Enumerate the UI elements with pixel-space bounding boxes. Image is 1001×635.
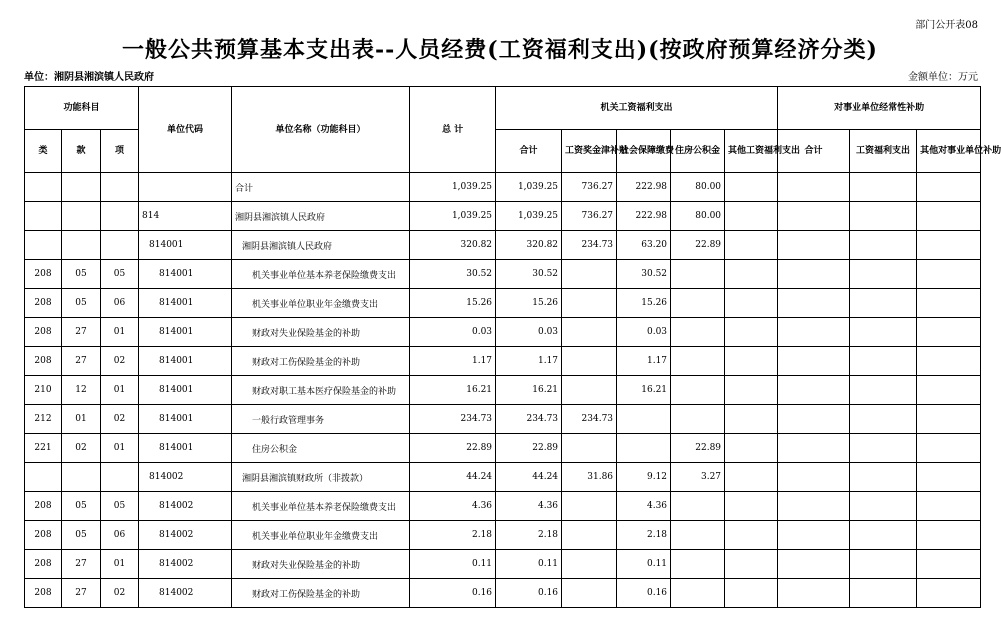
cell-total: 4.36: [410, 492, 496, 521]
cell-jg-total: 15.26: [496, 289, 562, 318]
cell-sy-total: [778, 521, 850, 550]
cell-sy-other: [917, 347, 981, 376]
cell-jg-housing: [671, 376, 725, 405]
cell-code: 814002: [139, 550, 232, 579]
cell-lei: 212: [25, 405, 62, 434]
cell-jg-social: 15.26: [617, 289, 671, 318]
cell-jg-bonus: [562, 376, 617, 405]
cell-jg-social: 1.17: [617, 347, 671, 376]
cell-kuan: 05: [62, 289, 101, 318]
table-row: [25, 492, 981, 521]
cell-code: 814001: [139, 318, 232, 347]
cell-name: 住房公积金: [232, 434, 410, 463]
cell-jg-other: [725, 202, 778, 231]
cell-total: 30.52: [410, 260, 496, 289]
cell-jg-total: 16.21: [496, 376, 562, 405]
cell-jg-social: 2.18: [617, 521, 671, 550]
cell-xiang: 01: [101, 376, 139, 405]
cell-total: 22.89: [410, 434, 496, 463]
cell-jg-bonus: 736.27: [562, 173, 617, 202]
cell-xiang: 05: [101, 492, 139, 521]
cell-jg-bonus: [562, 318, 617, 347]
cell-kuan: 05: [62, 521, 101, 550]
cell-name: 湘阴县湘滨镇人民政府: [232, 231, 410, 260]
cell-jg-bonus: [562, 347, 617, 376]
cell-sy-total: [778, 550, 850, 579]
cell-sy-total: [778, 463, 850, 492]
table-row: [25, 231, 981, 260]
page-title: 一般公共预算基本支出表--人员经费(工资福利支出)(按政府预算经济分类): [122, 37, 878, 63]
cell-xiang: 01: [101, 550, 139, 579]
cell-jg-housing: 3.27: [671, 463, 725, 492]
cell-sy-wage: [850, 289, 917, 318]
header-shiye-group: 对事业单位经常性补助: [778, 87, 981, 130]
cell-jg-other: [725, 492, 778, 521]
cell-jg-housing: [671, 521, 725, 550]
cell-jg-housing: [671, 318, 725, 347]
cell-jg-other: [725, 231, 778, 260]
cell-name: 财政对工伤保险基金的补助: [232, 347, 410, 376]
table-row: [25, 434, 981, 463]
cell-jg-total: 1,039.25: [496, 173, 562, 202]
cell-sy-total: [778, 492, 850, 521]
cell-code: 814001: [139, 347, 232, 376]
cell-name: 财政对职工基本医疗保险基金的补助: [232, 376, 410, 405]
cell-sy-wage: [850, 579, 917, 608]
header-jg-other: 其他工资福利支出: [725, 130, 778, 173]
cell-total: 16.21: [410, 376, 496, 405]
cell-xiang: [101, 173, 139, 202]
cell-jg-total: 44.24: [496, 463, 562, 492]
cell-name: 机关事业单位职业年金缴费支出: [232, 521, 410, 550]
cell-name: 湘阴县湘滨镇人民政府: [232, 202, 410, 231]
cell-sy-wage: [850, 463, 917, 492]
cell-code: 814002: [139, 521, 232, 550]
cell-sy-total: [778, 434, 850, 463]
cell-lei: 208: [25, 550, 62, 579]
header-jg-housing: 住房公积金: [671, 130, 725, 173]
cell-code: 814001: [139, 231, 232, 260]
cell-sy-total: [778, 202, 850, 231]
cell-code: 814002: [139, 463, 232, 492]
header-jg-total: 合计: [496, 130, 562, 173]
cell-xiang: 02: [101, 347, 139, 376]
cell-jg-total: 0.03: [496, 318, 562, 347]
cell-name: 机关事业单位基本养老保险缴费支出: [232, 492, 410, 521]
cell-code: 814001: [139, 260, 232, 289]
cell-xiang: [101, 231, 139, 260]
cell-sy-wage: [850, 347, 917, 376]
cell-lei: 208: [25, 579, 62, 608]
cell-total: 44.24: [410, 463, 496, 492]
table-row: [25, 260, 981, 289]
cell-name: 机关事业单位基本养老保险缴费支出: [232, 260, 410, 289]
cell-sy-total: [778, 376, 850, 405]
cell-jg-social: 0.11: [617, 550, 671, 579]
cell-jg-other: [725, 173, 778, 202]
header-unit-code: 单位代码: [139, 87, 232, 173]
cell-xiang: [101, 202, 139, 231]
cell-sy-other: [917, 579, 981, 608]
cell-sy-other: [917, 550, 981, 579]
table-row: [25, 463, 981, 492]
cell-xiang: 05: [101, 260, 139, 289]
cell-jg-social: 63.20: [617, 231, 671, 260]
cell-jg-bonus: 234.73: [562, 231, 617, 260]
cell-kuan: [62, 202, 101, 231]
cell-code: 814002: [139, 579, 232, 608]
cell-sy-wage: [850, 260, 917, 289]
cell-jg-bonus: [562, 260, 617, 289]
cell-xiang: [101, 463, 139, 492]
cell-jg-social: 0.16: [617, 579, 671, 608]
cell-name: 合计: [232, 173, 410, 202]
cell-sy-wage: [850, 434, 917, 463]
cell-name: 财政对失业保险基金的补助: [232, 318, 410, 347]
cell-sy-other: [917, 289, 981, 318]
cell-jg-bonus: [562, 579, 617, 608]
cell-total: 320.82: [410, 231, 496, 260]
cell-code: 814002: [139, 492, 232, 521]
cell-sy-total: [778, 579, 850, 608]
cell-kuan: [62, 173, 101, 202]
cell-xiang: 02: [101, 579, 139, 608]
cell-sy-other: [917, 434, 981, 463]
cell-jg-housing: 22.89: [671, 231, 725, 260]
cell-jg-other: [725, 434, 778, 463]
cell-jg-social: [617, 434, 671, 463]
cell-lei: 208: [25, 318, 62, 347]
header-kuan: 款: [62, 130, 101, 173]
table-row: [25, 318, 981, 347]
cell-jg-social: 30.52: [617, 260, 671, 289]
cell-xiang: 06: [101, 521, 139, 550]
cell-xiang: 02: [101, 405, 139, 434]
cell-kuan: [62, 463, 101, 492]
cell-lei: 208: [25, 347, 62, 376]
cell-jg-social: 9.12: [617, 463, 671, 492]
cell-jg-other: [725, 550, 778, 579]
cell-sy-other: [917, 405, 981, 434]
cell-jg-bonus: [562, 492, 617, 521]
cell-sy-wage: [850, 550, 917, 579]
table-row: [25, 521, 981, 550]
cell-jg-housing: [671, 289, 725, 318]
cell-sy-total: [778, 289, 850, 318]
cell-lei: 208: [25, 289, 62, 318]
header-unit-name: 单位名称（功能科目）: [232, 87, 410, 173]
cell-jg-social: 4.36: [617, 492, 671, 521]
cell-jg-social: 222.98: [617, 202, 671, 231]
cell-sy-wage: [850, 231, 917, 260]
cell-jg-other: [725, 289, 778, 318]
cell-code: 814001: [139, 289, 232, 318]
cell-xiang: 01: [101, 434, 139, 463]
cell-name: 财政对失业保险基金的补助: [232, 550, 410, 579]
cell-sy-wage: [850, 173, 917, 202]
cell-jg-bonus: 736.27: [562, 202, 617, 231]
cell-jg-social: 0.03: [617, 318, 671, 347]
cell-jg-social: 16.21: [617, 376, 671, 405]
cell-sy-wage: [850, 521, 917, 550]
cell-lei: [25, 202, 62, 231]
cell-jg-bonus: [562, 521, 617, 550]
header-lei: 类: [25, 130, 62, 173]
cell-sy-other: [917, 260, 981, 289]
budget-table: [24, 86, 1001, 608]
cell-jg-other: [725, 376, 778, 405]
money-unit-label: 金额单位：万元: [908, 72, 978, 83]
cell-lei: [25, 463, 62, 492]
cell-jg-other: [725, 347, 778, 376]
table-row: [25, 579, 981, 608]
cell-kuan: 27: [62, 579, 101, 608]
cell-code: [139, 173, 232, 202]
cell-kuan: 05: [62, 260, 101, 289]
cell-jg-total: 2.18: [496, 521, 562, 550]
cell-jg-bonus: [562, 550, 617, 579]
cell-lei: 208: [25, 521, 62, 550]
cell-name: 机关事业单位职业年金缴费支出: [232, 289, 410, 318]
cell-jg-other: [725, 579, 778, 608]
cell-total: 2.18: [410, 521, 496, 550]
cell-kuan: 27: [62, 318, 101, 347]
cell-code: 814001: [139, 405, 232, 434]
cell-sy-total: [778, 260, 850, 289]
cell-total: 1.17: [410, 347, 496, 376]
header-sy-other: 其他对事业单位补助: [917, 130, 981, 173]
cell-sy-total: [778, 231, 850, 260]
cell-code: 814001: [139, 434, 232, 463]
cell-code: 814001: [139, 376, 232, 405]
header-sy-total: 合计: [778, 130, 850, 173]
cell-sy-wage: [850, 405, 917, 434]
cell-total: 0.11: [410, 550, 496, 579]
cell-kuan: [62, 231, 101, 260]
cell-jg-other: [725, 405, 778, 434]
table-row: [25, 202, 981, 231]
cell-jg-housing: [671, 492, 725, 521]
table-row: [25, 289, 981, 318]
cell-jg-total: 1,039.25: [496, 202, 562, 231]
cell-jg-social: 222.98: [617, 173, 671, 202]
cell-kuan: 27: [62, 347, 101, 376]
cell-jg-housing: [671, 405, 725, 434]
table-row: [25, 347, 981, 376]
cell-name: 湘阴县湘滨镇财政所（非拨款）: [232, 463, 410, 492]
header-jg-social: 社会保障缴费: [617, 130, 671, 173]
cell-sy-other: [917, 202, 981, 231]
cell-sy-other: [917, 173, 981, 202]
cell-jg-total: 1.17: [496, 347, 562, 376]
cell-sy-wage: [850, 492, 917, 521]
cell-total: 0.03: [410, 318, 496, 347]
header-xiang: 项: [101, 130, 139, 173]
header-total: 总 计: [410, 87, 496, 173]
cell-jg-housing: 80.00: [671, 202, 725, 231]
cell-jg-housing: [671, 260, 725, 289]
cell-sy-other: [917, 376, 981, 405]
cell-sy-wage: [850, 318, 917, 347]
cell-name: 一般行政管理事务: [232, 405, 410, 434]
cell-jg-total: 30.52: [496, 260, 562, 289]
cell-jg-total: 0.11: [496, 550, 562, 579]
form-number: 部门公开表08: [915, 20, 978, 31]
cell-kuan: 27: [62, 550, 101, 579]
cell-total: 234.73: [410, 405, 496, 434]
cell-sy-total: [778, 318, 850, 347]
cell-jg-total: 22.89: [496, 434, 562, 463]
cell-xiang: 06: [101, 289, 139, 318]
header-jg-bonus: 工资奖金津补贴: [562, 130, 617, 173]
cell-jg-social: [617, 405, 671, 434]
cell-lei: 221: [25, 434, 62, 463]
cell-jg-housing: 22.89: [671, 434, 725, 463]
cell-lei: [25, 173, 62, 202]
cell-jg-bonus: [562, 289, 617, 318]
cell-sy-total: [778, 173, 850, 202]
cell-jg-housing: [671, 579, 725, 608]
cell-kuan: 12: [62, 376, 101, 405]
cell-kuan: 02: [62, 434, 101, 463]
cell-jg-other: [725, 521, 778, 550]
table-row: [25, 173, 981, 202]
cell-sy-other: [917, 521, 981, 550]
cell-total: 0.16: [410, 579, 496, 608]
cell-sy-wage: [850, 376, 917, 405]
cell-jg-housing: [671, 550, 725, 579]
table-row: [25, 405, 981, 434]
cell-xiang: 01: [101, 318, 139, 347]
cell-sy-other: [917, 318, 981, 347]
header-func-subject: 功能科目: [25, 87, 139, 130]
cell-sy-total: [778, 405, 850, 434]
cell-jg-housing: 80.00: [671, 173, 725, 202]
cell-jg-other: [725, 463, 778, 492]
cell-jg-total: 320.82: [496, 231, 562, 260]
cell-jg-housing: [671, 347, 725, 376]
cell-total: 15.26: [410, 289, 496, 318]
cell-jg-total: 234.73: [496, 405, 562, 434]
cell-sy-total: [778, 347, 850, 376]
cell-lei: [25, 231, 62, 260]
cell-jg-bonus: 31.86: [562, 463, 617, 492]
cell-kuan: 01: [62, 405, 101, 434]
header-sy-wage: 工资福利支出: [850, 130, 917, 173]
cell-lei: 208: [25, 260, 62, 289]
cell-name: 财政对工伤保险基金的补助: [232, 579, 410, 608]
cell-jg-total: 4.36: [496, 492, 562, 521]
table-row: [25, 550, 981, 579]
cell-lei: 210: [25, 376, 62, 405]
cell-lei: 208: [25, 492, 62, 521]
cell-sy-wage: [850, 202, 917, 231]
cell-sy-other: [917, 492, 981, 521]
cell-jg-total: 0.16: [496, 579, 562, 608]
table-row: [25, 376, 981, 405]
cell-jg-bonus: 234.73: [562, 405, 617, 434]
cell-code: 814: [139, 202, 232, 231]
unit-label: 单位：湘阴县湘滨镇人民政府: [24, 72, 154, 83]
cell-total: 1,039.25: [410, 202, 496, 231]
cell-jg-other: [725, 318, 778, 347]
cell-sy-other: [917, 231, 981, 260]
header-jiguan-group: 机关工资福利支出: [496, 87, 778, 130]
cell-total: 1,039.25: [410, 173, 496, 202]
cell-kuan: 05: [62, 492, 101, 521]
cell-sy-other: [917, 463, 981, 492]
cell-jg-bonus: [562, 434, 617, 463]
cell-jg-other: [725, 260, 778, 289]
